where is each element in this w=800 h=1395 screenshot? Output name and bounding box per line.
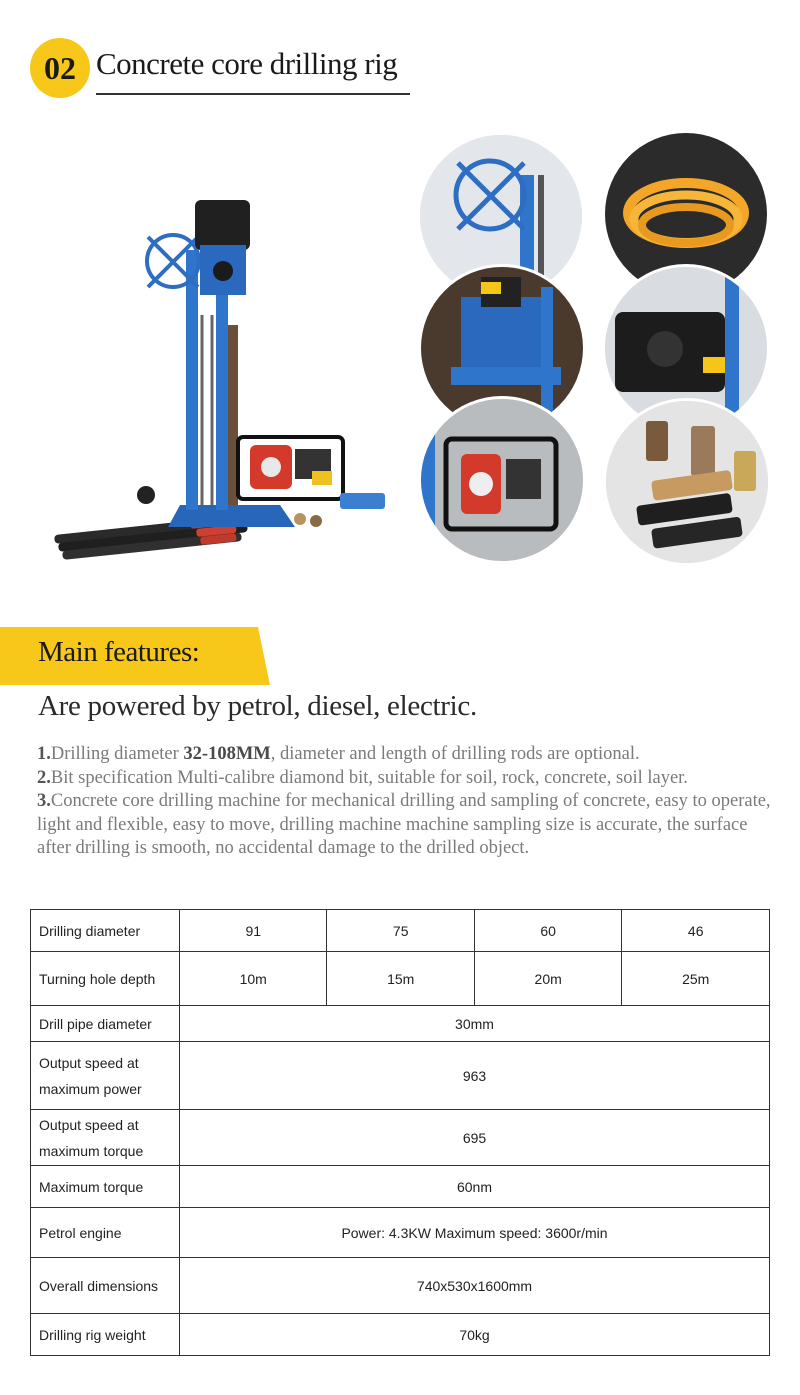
table-row — [31, 910, 770, 952]
table-row — [31, 1006, 770, 1042]
features-list — [37, 743, 777, 861]
page-title: Concrete core drilling rig — [96, 46, 398, 81]
table-cell: Power: 4.3KW Maximum speed: 3600r/min — [180, 1208, 770, 1258]
table-cell: 91 — [180, 910, 327, 952]
table-cell: 46 — [622, 910, 770, 952]
table-row — [31, 1166, 770, 1208]
table-cell: 695 — [180, 1110, 770, 1166]
row-label: Output speed at maximum power — [31, 1042, 180, 1110]
thumb-petrol-pump — [421, 399, 583, 561]
thumb-drill-bits — [606, 401, 768, 563]
table-cell: 740x530x1600mm — [180, 1258, 770, 1314]
row-label: Drill pipe diameter — [31, 1006, 180, 1042]
table-cell: 10m — [180, 952, 327, 1006]
row-label: Petrol engine — [31, 1208, 180, 1258]
table-cell: 15m — [327, 952, 474, 1006]
feature-item: 3.Concrete core drilling machine for mechanical drilling and sampling of concrete, easy to operate, light and flexible, easy to move, drilling machine machine sampling size is accurate, the surface after drilling is smooth, no accidental damage to the drilled object. — [37, 791, 771, 858]
table-cell: 70kg — [180, 1314, 770, 1356]
row-label: Maximum torque — [31, 1166, 180, 1208]
table-row — [31, 1314, 770, 1356]
title-underline — [96, 93, 410, 95]
table-row — [31, 1042, 770, 1110]
feature-item: 1.Drilling diameter 32-108MM, diameter and length of drilling rods are optional. — [37, 744, 640, 764]
table-cell: 25m — [622, 952, 770, 1006]
table-row — [31, 1208, 770, 1258]
petrol-engine-image — [238, 437, 343, 499]
table-cell: 20m — [474, 952, 621, 1006]
table-cell: 963 — [180, 1042, 770, 1110]
section-number-badge: 02 — [30, 38, 90, 98]
row-label: Drilling diameter — [31, 910, 180, 952]
table-cell: 60 — [474, 910, 621, 952]
table-row — [31, 1258, 770, 1314]
row-label: Overall dimensions — [31, 1258, 180, 1314]
table-row — [31, 1110, 770, 1166]
spec-table — [30, 909, 770, 1356]
table-cell: 30mm — [180, 1006, 770, 1042]
table-cell: 75 — [327, 910, 474, 952]
row-label: Turning hole depth — [31, 952, 180, 1006]
table-row — [31, 952, 770, 1006]
features-subtitle: Are powered by petrol, diesel, electric. — [38, 690, 477, 722]
features-heading: Main features: — [38, 636, 200, 668]
row-label: Drilling rig weight — [31, 1314, 180, 1356]
feature-item: 2.Bit specification Multi-calibre diamond bit, suitable for soil, rock, concrete, soil layer. — [37, 767, 688, 788]
table-cell: 60nm — [180, 1166, 770, 1208]
drilling-rig-main-photo — [40, 175, 400, 575]
row-label: Output speed at maximum torque — [31, 1110, 180, 1166]
